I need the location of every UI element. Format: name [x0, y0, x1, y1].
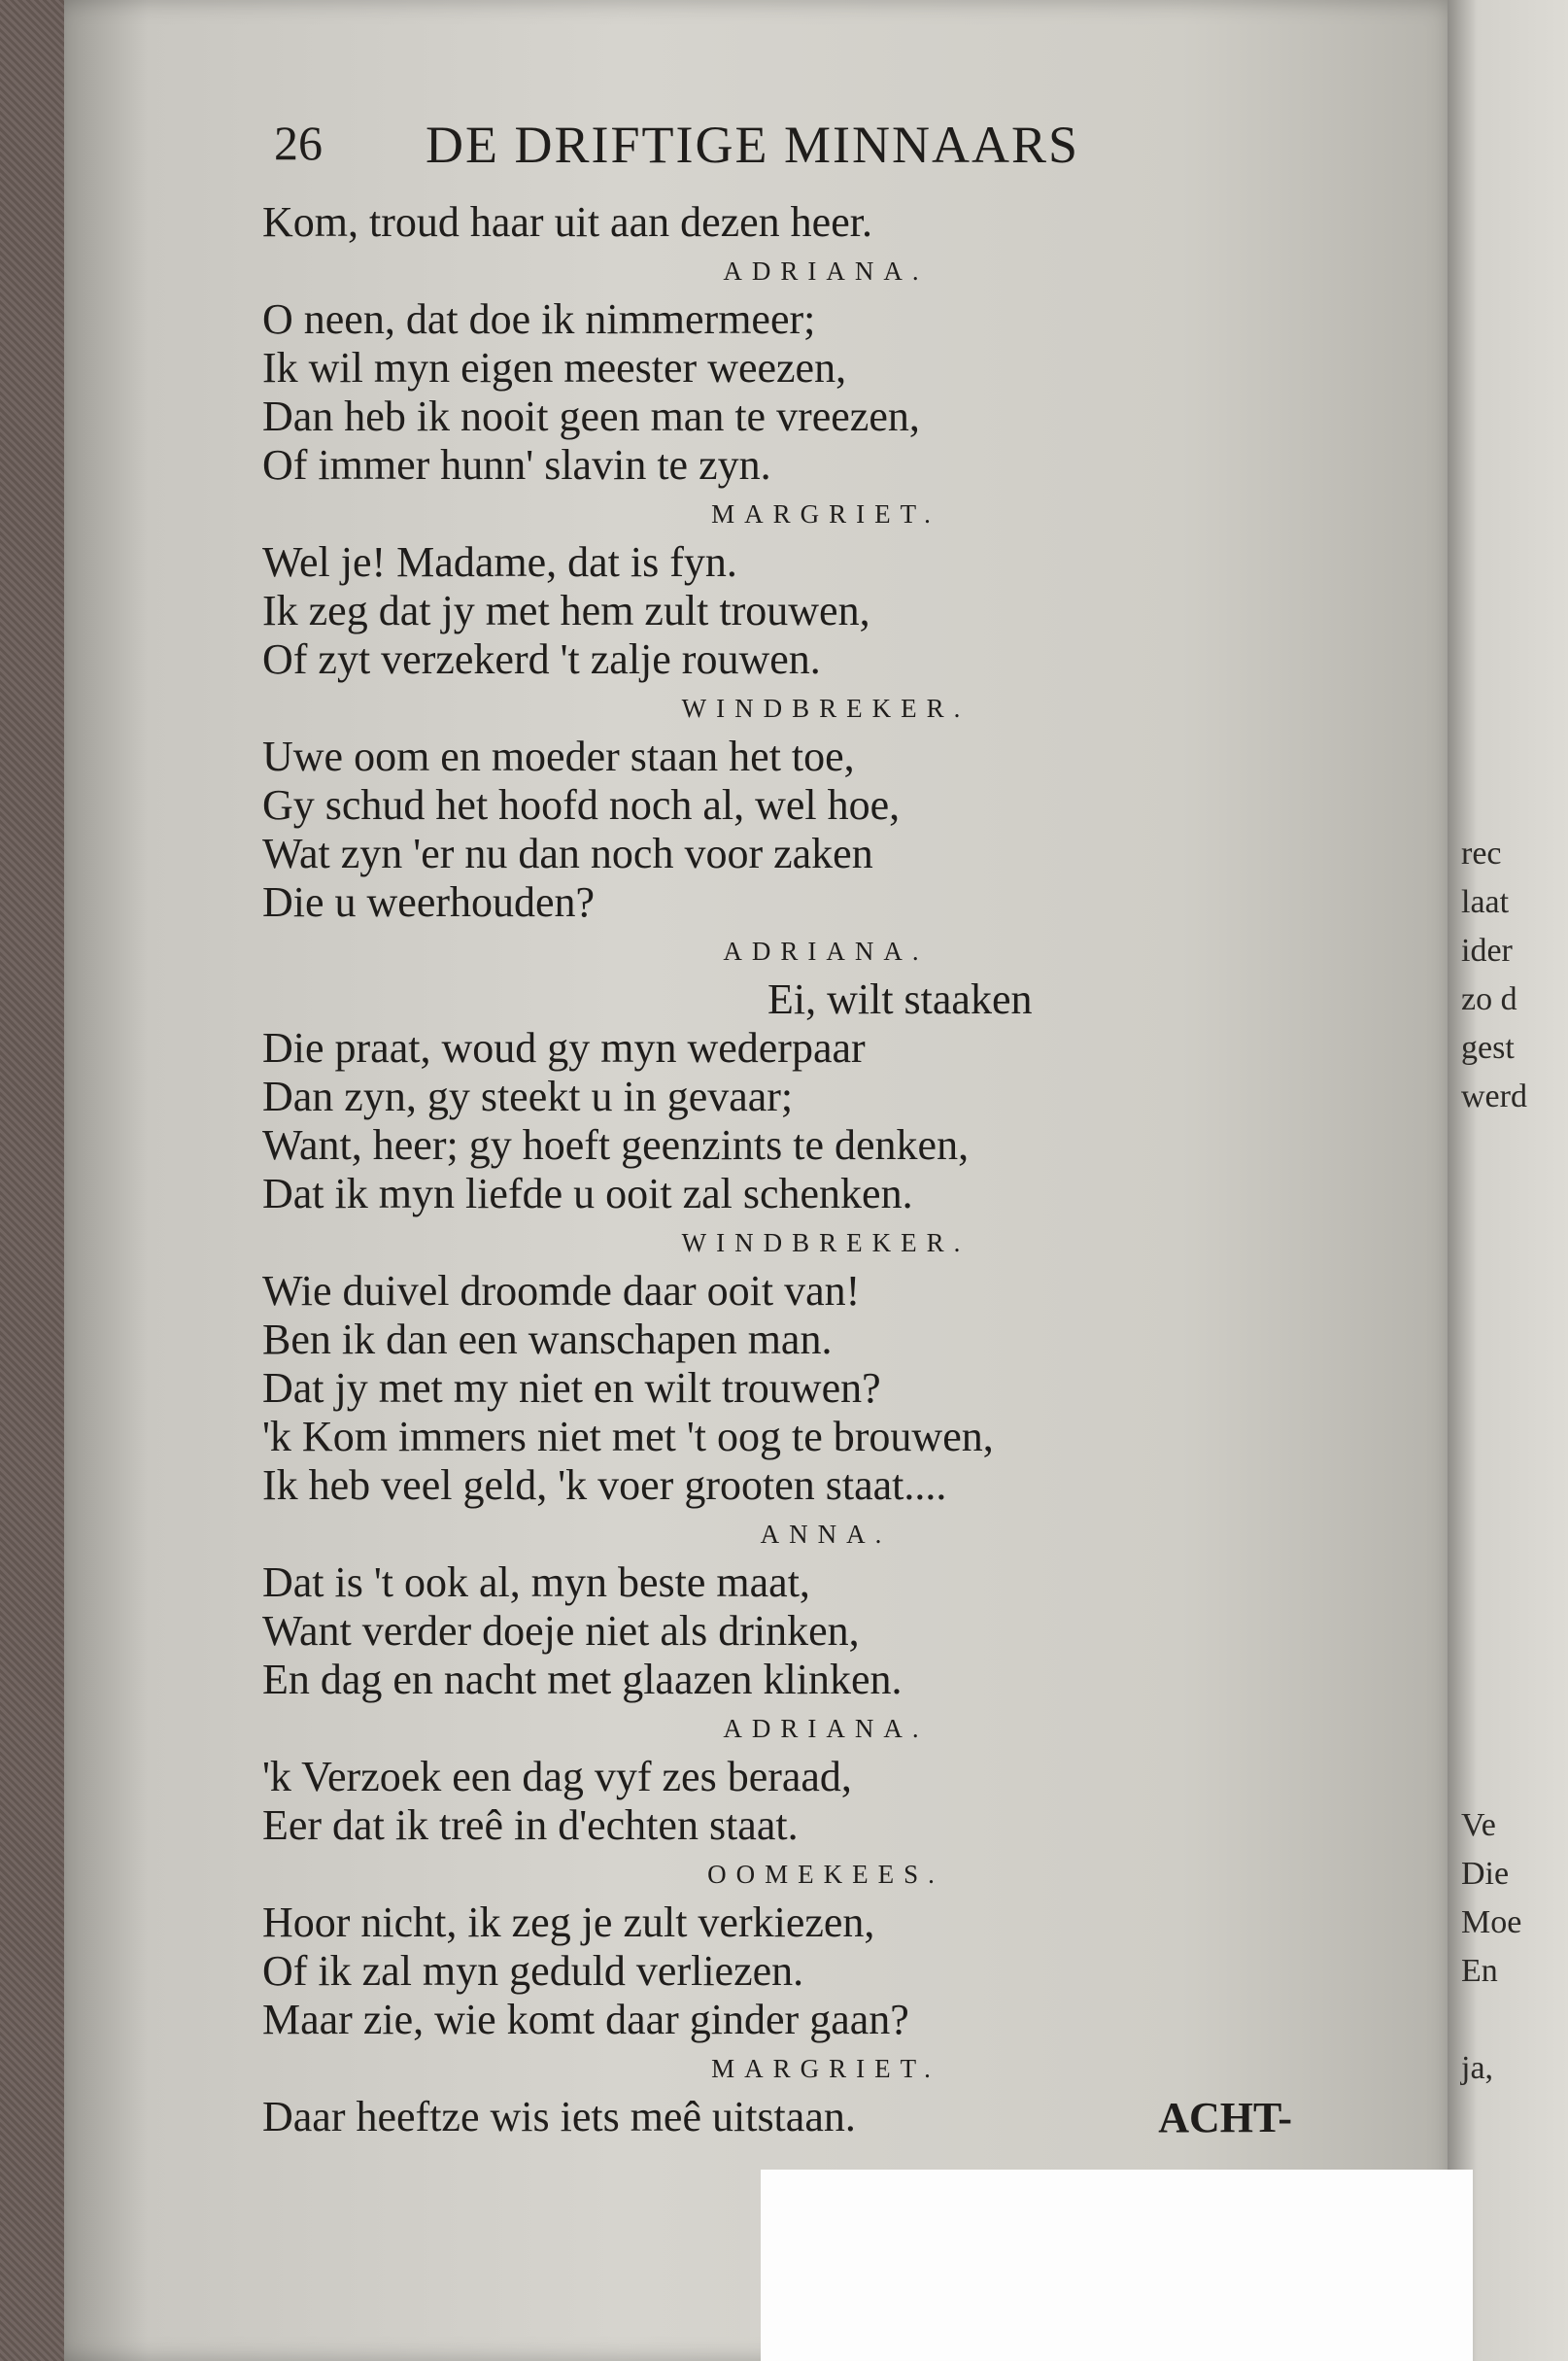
verse-line: Of immer hunn' slavin te zyn.	[262, 441, 771, 489]
verse-line: Wat zyn 'er nu dan noch voor zaken	[262, 830, 873, 877]
speaker-name: ANNA.	[760, 1520, 892, 1549]
verse-line: Want verder doeje niet als drinken,	[262, 1607, 860, 1655]
facing-page-fragment: Ve	[1461, 1807, 1496, 1843]
verse-line: Dat ik myn liefde u ooit zal schenken.	[262, 1170, 913, 1217]
blank-patch	[761, 2170, 1473, 2361]
verse-line: Kom, troud haar uit aan dezen heer.	[262, 198, 872, 246]
facing-page-fragment: ider	[1461, 933, 1513, 969]
verse-line: Ben ik dan een wanschapen man.	[262, 1316, 833, 1363]
verse-line: Ik wil myn eigen meester weezen,	[262, 344, 847, 392]
verse-line: Die praat, woud gy myn wederpaar	[262, 1024, 866, 1072]
verse-line: Want, heer; gy hoeft geenzints te denken,	[262, 1121, 970, 1169]
verse-line: Of zyt verzekerd 't zalje rouwen.	[262, 635, 821, 683]
facing-page-fragment: zo d	[1461, 981, 1517, 1017]
verse-line: Dan heb ik nooit geen man te vreezen,	[262, 393, 920, 440]
page-header	[262, 115, 1273, 198]
verse-line: Wie duivel droomde daar ooit van!	[262, 1267, 861, 1315]
speaker-name: ADRIANA.	[723, 937, 929, 966]
speaker-name: ADRIANA.	[723, 257, 929, 286]
facing-page-fragment: Die	[1461, 1856, 1510, 1892]
verse-block	[262, 198, 1273, 2141]
facing-page-fragment: rec	[1461, 836, 1502, 872]
verse-line: Ei, wilt staaken	[767, 975, 1033, 1023]
facing-page-fragment: laat	[1461, 884, 1510, 920]
page-text	[262, 115, 1292, 2141]
verse-line: Dan zyn, gy steekt u in gevaar;	[262, 1073, 794, 1120]
facing-page-edge	[1448, 0, 1568, 2361]
facing-page-fragment: En	[1461, 1953, 1498, 1989]
verse-line: Gy schud het hoofd noch al, wel hoe,	[262, 781, 901, 829]
verse-line: Maar zie, wie komt daar ginder gaan?	[262, 1996, 909, 2043]
facing-page-fragment: Moe	[1461, 1904, 1522, 1940]
verse-line: Of ik zal myn geduld verliezen.	[262, 1947, 804, 1995]
verse-line: 'k Kom immers niet met 't oog te brouwen,	[262, 1413, 994, 1460]
verse-line: Hoor nicht, ik zeg je zult verkiezen,	[262, 1899, 875, 1946]
verse-line: Dat jy met my niet en wilt trouwen?	[262, 1364, 881, 1412]
verse-line: Wel je! Madame, dat is fyn.	[262, 538, 737, 586]
verse-line: Daar heeftze wis iets meê uitstaan.	[262, 2093, 856, 2140]
facing-page-fragment: gest	[1461, 1030, 1515, 1066]
verse-line: Die u weerhouden?	[262, 878, 596, 926]
verse-line: Eer dat ik treê in d'echten staat.	[262, 1801, 799, 1849]
catchword: ACHT-	[1158, 2094, 1292, 2141]
facing-page-fragment: werd	[1461, 1078, 1527, 1114]
speaker-name: WINDBREKER.	[681, 1228, 971, 1257]
running-title: DE DRIFTIGE MINNAARS	[426, 116, 1079, 174]
speaker-name: MARGRIET.	[711, 2054, 940, 2083]
page-number: 26	[274, 116, 323, 170]
speaker-name: ADRIANA.	[723, 1714, 929, 1743]
verse-line: 'k Verzoek een dag vyf zes beraad,	[262, 1753, 852, 1800]
verse-line: O neen, dat doe ik nimmermeer;	[262, 295, 816, 343]
verse-line: En dag en nacht met glaazen klinken.	[262, 1656, 903, 1703]
catchword-row	[262, 2093, 1292, 2141]
speaker-name: OOMEKEES.	[707, 1860, 944, 1889]
verse-line: Uwe oom en moeder staan het toe,	[262, 733, 855, 780]
verse-line: Ik heb veel geld, 'k voer grooten staat....	[262, 1461, 947, 1509]
speaker-name: MARGRIET.	[711, 499, 940, 529]
verse-line: Ik zeg dat jy met hem zult trouwen,	[262, 587, 870, 634]
speaker-name: WINDBREKER.	[681, 694, 971, 723]
facing-page-fragment: ja,	[1461, 2050, 1494, 2086]
verse-line: Dat is 't ook al, myn beste maat,	[262, 1558, 810, 1606]
